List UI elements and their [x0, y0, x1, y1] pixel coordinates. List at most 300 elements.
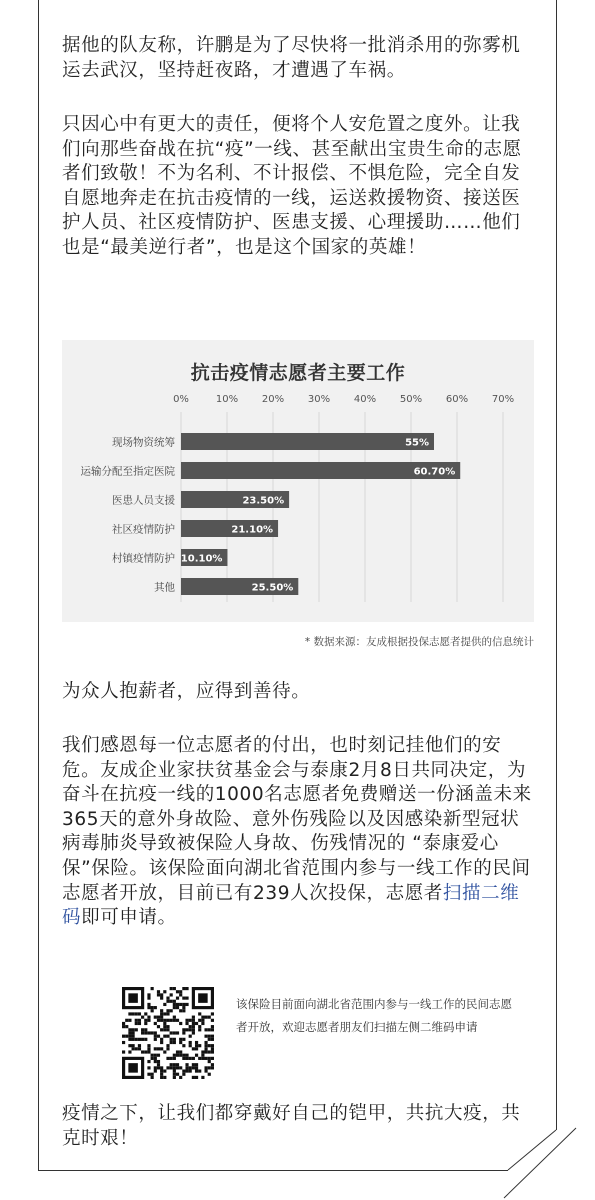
chart-plot	[62, 340, 534, 622]
qr-module	[141, 1031, 144, 1034]
qr-module	[179, 1009, 182, 1012]
qr-module	[208, 1057, 211, 1060]
qr-module	[132, 1047, 135, 1050]
qr-module	[195, 1069, 198, 1072]
axis-tick-label: 0%	[173, 394, 189, 405]
qr-module	[160, 1019, 163, 1022]
qr-module	[141, 1050, 144, 1053]
qr-module	[170, 993, 173, 996]
qr-module	[211, 1057, 214, 1060]
qr-module	[151, 1076, 154, 1079]
qr-module	[157, 1054, 160, 1057]
paragraph-tribute: 只因心中有更大的责任，便将个人安危置之度外。让我们向那些奋战在抗“疫”一线、甚至献出宝贵生命的志愿者们致敬！不为名利、不计报偿、不惧危险，完全自发自愿地奔走在抗击疫情的一线，运送救援物资、接送医护人员、社区疫情防护、医患支援、心理援助……他们也是“最美逆行者”，也是这个国家的英雄！	[62, 114, 522, 258]
qr-module	[166, 1009, 169, 1012]
qr-module	[170, 1057, 173, 1060]
qr-module	[138, 1012, 141, 1015]
qr-module	[163, 1022, 166, 1025]
volunteer-work-chart	[62, 340, 534, 622]
qr-module	[160, 1016, 163, 1019]
qr-module	[141, 1028, 144, 1031]
axis-tick-label: 60%	[445, 394, 469, 405]
qr-module	[192, 1063, 195, 1066]
qr-module	[132, 1044, 135, 1047]
qr-module	[132, 1035, 135, 1038]
qr-module	[147, 1047, 150, 1050]
qr-module	[154, 1060, 157, 1063]
qr-module	[147, 1006, 150, 1009]
qr-module	[198, 1057, 201, 1060]
qr-module	[182, 987, 185, 990]
qr-module	[135, 1019, 138, 1022]
qr-module	[211, 1038, 214, 1041]
qr-module	[204, 1044, 207, 1047]
qr-module	[151, 1009, 154, 1012]
qr-module	[208, 1073, 211, 1076]
qr-module	[125, 1035, 128, 1038]
qr-module	[182, 1003, 185, 1006]
category-label: 其他	[154, 581, 175, 594]
qr-module	[189, 1069, 192, 1072]
qr-module	[157, 993, 160, 996]
qr-module	[166, 1047, 169, 1050]
qr-module	[154, 1031, 157, 1034]
qr-module	[182, 1028, 185, 1031]
qr-module	[182, 997, 185, 1000]
qr-module	[147, 1019, 150, 1022]
qr-module	[204, 1041, 207, 1044]
qr-module	[189, 1025, 192, 1028]
qr-module	[192, 1076, 195, 1079]
qr-module	[179, 1003, 182, 1006]
qr-module	[189, 1035, 192, 1038]
qr-module	[147, 1016, 150, 1019]
qr-module	[173, 1041, 176, 1044]
qr-module	[192, 1057, 195, 1060]
qr-module	[201, 1054, 204, 1057]
paragraph-kindness: 为众人抱薪者，应得到善待。	[62, 681, 311, 702]
qr-module	[166, 1066, 169, 1069]
qr-module	[179, 1050, 182, 1053]
qr-module	[195, 1054, 198, 1057]
qr-module	[166, 1012, 169, 1015]
qr-module	[166, 1057, 169, 1060]
qr-module	[201, 1022, 204, 1025]
qr-module	[132, 1012, 135, 1015]
data-label: 25.50%	[251, 582, 294, 594]
frame-right-border	[556, 0, 557, 1130]
qr-module	[192, 1022, 195, 1025]
qr-module	[192, 1047, 195, 1050]
qr-module	[173, 1073, 176, 1076]
qr-module	[147, 1031, 150, 1034]
qr-module	[160, 1028, 163, 1031]
qr-module	[179, 1054, 182, 1057]
qr-module	[176, 997, 179, 1000]
qr-module	[135, 1022, 138, 1025]
qr-module	[182, 1009, 185, 1012]
qr-caption: 该保险目前面向湖北省范围内参与一线工作的民间志愿者开放，欢迎志愿者朋友们扫描左侧二维码申请	[236, 997, 512, 1034]
qr-module	[132, 1028, 135, 1031]
qr-module	[201, 1050, 204, 1053]
qr-module	[192, 1019, 195, 1022]
qr-module	[128, 1050, 131, 1053]
qr-module	[204, 1066, 207, 1069]
qr-finder-center	[128, 993, 138, 1003]
qr-module	[192, 1031, 195, 1034]
qr-module	[173, 1038, 176, 1041]
qr-module	[157, 1060, 160, 1063]
qr-module	[135, 1028, 138, 1031]
qr-module	[201, 1019, 204, 1022]
qr-module	[195, 1063, 198, 1066]
qr-module	[211, 1028, 214, 1031]
qr-module	[198, 1019, 201, 1022]
qr-module	[163, 1003, 166, 1006]
qr-module	[160, 1047, 163, 1050]
qr-module	[128, 1035, 131, 1038]
data-source-note: * 数据来源：友成根据投保志愿者提供的信息统计	[304, 636, 534, 648]
qr-module	[173, 1016, 176, 1019]
qr-module	[154, 1022, 157, 1025]
qr-module	[154, 1069, 157, 1072]
qr-module	[173, 1066, 176, 1069]
qr-module	[208, 1016, 211, 1019]
category-label: 村镇疫情防护	[112, 552, 175, 565]
category-label: 医患人员支援	[112, 494, 175, 507]
data-label: 23.50%	[242, 495, 285, 507]
qr-module	[211, 1025, 214, 1028]
axis-tick-label: 40%	[353, 394, 377, 405]
qr-module	[151, 1006, 154, 1009]
qr-module	[154, 1066, 157, 1069]
qr-module	[151, 1031, 154, 1034]
paragraph-accident: 据他的队友称，许鹏是为了尽快将一批消杀用的弥雾机运去武汉，坚持赶夜路，才遭遇了车祸。	[62, 35, 521, 81]
qr-module	[173, 1019, 176, 1022]
qr-module	[173, 1076, 176, 1079]
scan-qr-link[interactable]: 扫描二维码	[62, 882, 520, 929]
qr-module	[185, 1066, 188, 1069]
qr-module	[144, 1031, 147, 1034]
qr-module	[179, 990, 182, 993]
qr-module	[166, 1035, 169, 1038]
qr-module	[170, 1009, 173, 1012]
qr-module	[157, 1016, 160, 1019]
qr-module	[163, 1019, 166, 1022]
qr-module	[147, 1050, 150, 1053]
qr-module	[195, 1044, 198, 1047]
qr-module	[151, 1073, 154, 1076]
axis-tick-label: 50%	[399, 394, 423, 405]
qr-module	[182, 1006, 185, 1009]
qr-module	[185, 1003, 188, 1006]
qr-module	[160, 1066, 163, 1069]
qr-module	[154, 1035, 157, 1038]
qr-module	[198, 1028, 201, 1031]
category-label: 运输分配至指定医院	[80, 465, 175, 478]
qr-module	[198, 1025, 201, 1028]
qr-module	[141, 1016, 144, 1019]
qr-module	[160, 997, 163, 1000]
qr-module	[163, 1025, 166, 1028]
qr-module	[170, 1000, 173, 1003]
axis-tick-label: 70%	[491, 394, 515, 405]
qr-module	[179, 993, 182, 996]
qr-module	[192, 1016, 195, 1019]
qr-module	[204, 1057, 207, 1060]
qr-module	[166, 1000, 169, 1003]
qr-module	[211, 1044, 214, 1047]
qr-module	[185, 997, 188, 1000]
qr-module	[144, 1019, 147, 1022]
qr-module	[208, 1035, 211, 1038]
qr-module	[208, 1050, 211, 1053]
qr-module	[185, 1022, 188, 1025]
qr-module	[170, 1041, 173, 1044]
qr-module	[147, 1060, 150, 1063]
qr-module	[128, 1031, 131, 1034]
qr-module	[151, 1054, 154, 1057]
qr-module	[182, 1054, 185, 1057]
data-label: 21.10%	[231, 524, 274, 536]
qr-module	[157, 1025, 160, 1028]
qr-module	[176, 1054, 179, 1057]
frame-bottom-border	[38, 1170, 508, 1171]
qr-module	[147, 993, 150, 996]
qr-module	[211, 1063, 214, 1066]
qr-module	[211, 1050, 214, 1053]
qr-module	[208, 1028, 211, 1031]
qr-module	[198, 1044, 201, 1047]
qr-module	[204, 1050, 207, 1053]
qr-module	[192, 1025, 195, 1028]
qr-module	[128, 1012, 131, 1015]
qr-module	[154, 1047, 157, 1050]
insurance-text: 我们感恩每一位志愿者的付出，也时刻记挂他们的安危。友成企业家扶贫基金会与泰康2月8日共同决定，为奋斗在抗疫一线的1000名志愿者免费赠送一份涵盖未来365天的意外身故险、意外伤残险以及因感染新型冠状病毒肺炎导致被保险人身故、伤残情况的 “泰康爱心保”保险。该保险面向湖北省范围内参与一线工作的民间志愿者开放，目前已有239人次投保，志愿者	[62, 735, 532, 904]
qr-module	[211, 1066, 214, 1069]
qr-module	[151, 1057, 154, 1060]
qr-module	[195, 1047, 198, 1050]
qr-module	[160, 1009, 163, 1012]
qr-module	[128, 1019, 131, 1022]
qr-module	[173, 1069, 176, 1072]
qr-module	[173, 1000, 176, 1003]
qr-module	[166, 1028, 169, 1031]
qr-module	[211, 1019, 214, 1022]
qr-module	[163, 1012, 166, 1015]
qr-module	[176, 1019, 179, 1022]
qr-module	[154, 1057, 157, 1060]
qr-module	[157, 1019, 160, 1022]
qr-module	[189, 1066, 192, 1069]
qr-module	[122, 1035, 125, 1038]
qr-finder-center	[128, 1063, 138, 1073]
qr-module	[151, 987, 154, 990]
qr-module	[160, 993, 163, 996]
qr-module	[147, 1066, 150, 1069]
qr-module	[189, 1044, 192, 1047]
qr-module	[170, 987, 173, 990]
qr-module	[192, 1028, 195, 1031]
qr-module	[176, 1066, 179, 1069]
qr-module	[154, 1016, 157, 1019]
qr-module	[182, 1073, 185, 1076]
category-label: 社区疫情防护	[112, 523, 175, 536]
qr-code-image[interactable]	[122, 987, 214, 1079]
qr-module	[157, 1035, 160, 1038]
qr-module	[144, 1028, 147, 1031]
qr-module	[160, 1069, 163, 1072]
qr-module	[208, 1044, 211, 1047]
qr-module	[204, 1016, 207, 1019]
qr-module	[147, 1003, 150, 1006]
qr-module	[173, 1006, 176, 1009]
qr-module	[160, 1012, 163, 1015]
qr-module	[185, 1054, 188, 1057]
chart-title: 抗击疫情志愿者主要工作	[190, 362, 406, 384]
qr-module	[160, 1076, 163, 1079]
qr-module	[163, 1028, 166, 1031]
bar	[181, 433, 434, 450]
qr-module	[182, 1038, 185, 1041]
qr-module	[132, 1038, 135, 1041]
qr-module	[192, 1066, 195, 1069]
axis-tick-label: 10%	[215, 394, 239, 405]
qr-module	[163, 1050, 166, 1053]
qr-module	[147, 997, 150, 1000]
qr-module	[138, 1038, 141, 1041]
qr-module	[176, 1006, 179, 1009]
qr-module	[144, 1022, 147, 1025]
qr-module	[195, 1022, 198, 1025]
qr-module	[147, 1044, 150, 1047]
qr-module	[173, 1031, 176, 1034]
qr-module	[185, 987, 188, 990]
qr-module	[122, 1041, 125, 1044]
qr-module	[135, 1012, 138, 1015]
qr-module	[211, 1047, 214, 1050]
qr-module	[185, 1019, 188, 1022]
qr-module	[195, 1041, 198, 1044]
qr-module	[195, 1076, 198, 1079]
qr-module	[144, 1050, 147, 1053]
qr-module	[182, 1031, 185, 1034]
qr-module	[185, 1057, 188, 1060]
qr-module	[179, 1066, 182, 1069]
qr-module	[170, 1031, 173, 1034]
qr-module	[170, 1019, 173, 1022]
qr-module	[157, 1066, 160, 1069]
qr-module	[147, 1073, 150, 1076]
qr-module	[182, 1057, 185, 1060]
qr-module	[176, 1050, 179, 1053]
qr-module	[173, 1054, 176, 1057]
qr-module	[189, 1041, 192, 1044]
qr-module	[163, 1076, 166, 1079]
qr-module	[170, 1063, 173, 1066]
qr-module	[144, 1038, 147, 1041]
qr-module	[166, 997, 169, 1000]
qr-module	[182, 1069, 185, 1072]
qr-module	[170, 1066, 173, 1069]
qr-module	[128, 1044, 131, 1047]
qr-module	[132, 1031, 135, 1034]
qr-module	[125, 1019, 128, 1022]
qr-module	[185, 1063, 188, 1066]
paragraph-closing: 疫情之下，让我们都穿戴好自己的铠甲，共抗大疫，共克时艰！	[62, 1103, 521, 1149]
insurance-text-end: 即可申请。	[81, 907, 177, 929]
qr-module	[163, 990, 166, 993]
qr-module	[179, 1022, 182, 1025]
qr-module	[201, 1076, 204, 1079]
qr-module	[173, 1003, 176, 1006]
qr-module	[201, 1057, 204, 1060]
axis-tick-label: 30%	[307, 394, 331, 405]
qr-module	[179, 1041, 182, 1044]
qr-module	[204, 1069, 207, 1072]
qr-module	[198, 1069, 201, 1072]
paragraph-insurance	[62, 734, 534, 931]
qr-module	[157, 990, 160, 993]
qr-module	[160, 1038, 163, 1041]
qr-module	[211, 1035, 214, 1038]
qr-finder-center	[198, 993, 208, 1003]
qr-module	[154, 1038, 157, 1041]
qr-module	[176, 1003, 179, 1006]
qr-module	[173, 987, 176, 990]
qr-module	[204, 1035, 207, 1038]
qr-module	[204, 1028, 207, 1031]
qr-module	[179, 1038, 182, 1041]
qr-module	[144, 1012, 147, 1015]
qr-module	[201, 1016, 204, 1019]
qr-module	[135, 1038, 138, 1041]
qr-module	[208, 1066, 211, 1069]
data-label: 10.10%	[180, 553, 223, 565]
qr-module	[160, 1041, 163, 1044]
qr-module	[154, 1054, 157, 1057]
qr-module	[141, 1038, 144, 1041]
qr-module	[138, 1047, 141, 1050]
data-label: 55%	[405, 437, 429, 449]
qr-module	[189, 1057, 192, 1060]
qr-module	[135, 1047, 138, 1050]
qr-module	[173, 1063, 176, 1066]
qr-module	[189, 1019, 192, 1022]
qr-module	[122, 1050, 125, 1053]
qr-module	[128, 1028, 131, 1031]
qr-module	[122, 1022, 125, 1025]
qr-module	[179, 1076, 182, 1079]
qr-module	[185, 1069, 188, 1072]
qr-module	[166, 1044, 169, 1047]
category-label: 现场物资统筹	[112, 436, 175, 449]
qr-module	[170, 1038, 173, 1041]
qr-module	[163, 1035, 166, 1038]
qr-module	[122, 1025, 125, 1028]
qr-module	[185, 1028, 188, 1031]
qr-module	[211, 1012, 214, 1015]
qr-module	[173, 1057, 176, 1060]
qr-module	[138, 1044, 141, 1047]
qr-module	[208, 1038, 211, 1041]
qr-module	[160, 1073, 163, 1076]
qr-module	[176, 1031, 179, 1034]
qr-module	[189, 1028, 192, 1031]
qr-module	[154, 1006, 157, 1009]
qr-module	[198, 1012, 201, 1015]
qr-module	[166, 1025, 169, 1028]
qr-module	[208, 1060, 211, 1063]
